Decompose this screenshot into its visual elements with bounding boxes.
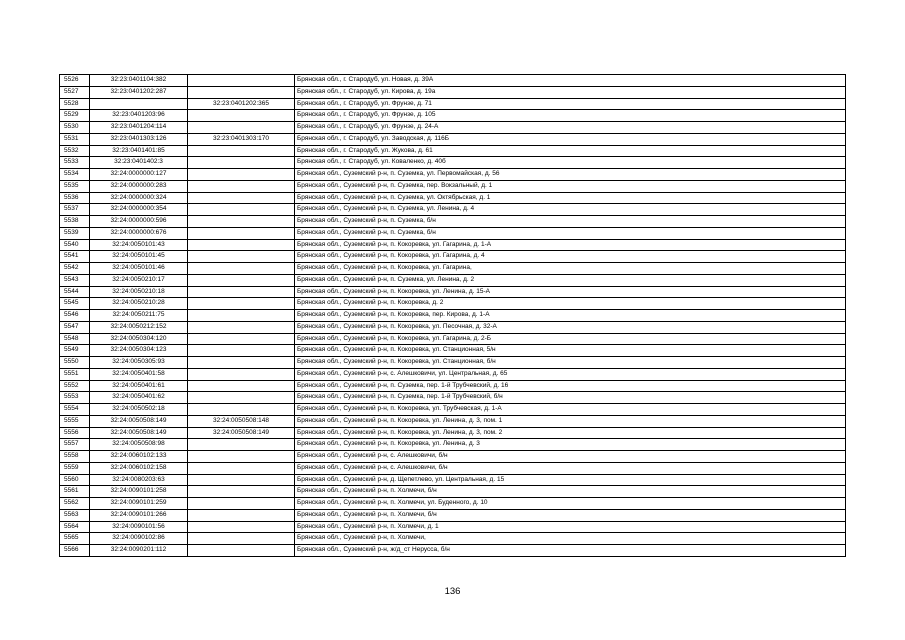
table-row (60, 86, 846, 98)
address-cell: Брянская обл., Суземский р-н, п. Суземка, ул. Октябрьская, д. 1 (295, 192, 846, 204)
address-cell: Брянская обл., Суземский р-н, п. Суземка, ул. Ленина, д. 4 (295, 204, 846, 216)
table-row (60, 509, 846, 521)
row-number-cell: 5553 (60, 392, 90, 404)
row-number-cell: 5534 (60, 169, 90, 181)
cadastral-number-cell: 32:24:0050508:149 (90, 415, 188, 427)
cadastral-number-cell: 32:24:0050401:58 (90, 368, 188, 380)
address-cell: Брянская обл., Суземский р-н, д. Щепетлево, ул. Центральная, д. 15 (295, 474, 846, 486)
related-cadastral-number-cell (188, 192, 295, 204)
related-cadastral-number-cell: 32:23:0401202:365 (188, 98, 295, 110)
related-cadastral-number-cell (188, 333, 295, 345)
address-cell: Брянская обл., Суземский р-н, п. Кокоревка, ул. Станционная, б/н (295, 357, 846, 369)
address-cell: Брянская обл., г. Стародуб, ул. Новая, д. 39А (295, 75, 846, 87)
row-number-cell: 5527 (60, 86, 90, 98)
address-cell: Брянская обл., Суземский р-н, п. Суземка, ул. Ленина, д. 2 (295, 274, 846, 286)
table-body (60, 75, 846, 557)
row-number-cell: 5530 (60, 122, 90, 134)
related-cadastral-number-cell (188, 298, 295, 310)
address-cell: Брянская обл., Суземский р-н, п. Суземка, б/н (295, 227, 846, 239)
related-cadastral-number-cell (188, 216, 295, 228)
table-row (60, 110, 846, 122)
table-row (60, 227, 846, 239)
related-cadastral-number-cell (188, 263, 295, 275)
table-row (60, 380, 846, 392)
table-row (60, 368, 846, 380)
table-row (60, 157, 846, 169)
table-row (60, 521, 846, 533)
cadastral-number-cell: 32:24:0050401:61 (90, 380, 188, 392)
row-number-cell: 5557 (60, 439, 90, 451)
cadastral-number-cell (90, 98, 188, 110)
row-number-cell: 5561 (60, 486, 90, 498)
table-row (60, 427, 846, 439)
row-number-cell: 5564 (60, 521, 90, 533)
cadastral-number-cell: 32:24:0050210:28 (90, 298, 188, 310)
table-row (60, 310, 846, 322)
row-number-cell: 5554 (60, 404, 90, 416)
cadastral-number-cell: 32:24:0000000:676 (90, 227, 188, 239)
address-cell: Брянская обл., Суземский р-н, п. Холмечи, б/н (295, 486, 846, 498)
row-number-cell: 5536 (60, 192, 90, 204)
row-number-cell: 5538 (60, 216, 90, 228)
address-cell: Брянская обл., г. Стародуб, ул. Фрунзе, д. 105 (295, 110, 846, 122)
related-cadastral-number-cell (188, 227, 295, 239)
row-number-cell: 5548 (60, 333, 90, 345)
related-cadastral-number-cell (188, 169, 295, 181)
table-row (60, 75, 846, 87)
address-cell: Брянская обл., Суземский р-н, п. Кокоревка, ул. Гагарина, д. 4 (295, 251, 846, 263)
row-number-cell: 5533 (60, 157, 90, 169)
cadastral-number-cell: 32:24:0050305:93 (90, 357, 188, 369)
address-cell: Брянская обл., Суземский р-н, с. Алешковичи, б/н (295, 462, 846, 474)
table-row (60, 439, 846, 451)
cadastral-number-cell: 32:24:0050304:120 (90, 333, 188, 345)
cadastral-number-cell: 32:24:0090101:266 (90, 509, 188, 521)
address-cell: Брянская обл., Суземский р-н, п. Кокоревка, ул. Ленина, д. 3, пом. 2 (295, 427, 846, 439)
related-cadastral-number-cell (188, 345, 295, 357)
row-number-cell: 5562 (60, 498, 90, 510)
table-row (60, 263, 846, 275)
table-row (60, 274, 846, 286)
row-number-cell: 5545 (60, 298, 90, 310)
row-number-cell: 5544 (60, 286, 90, 298)
related-cadastral-number-cell (188, 145, 295, 157)
cadastral-number-cell: 32:23:0401204:114 (90, 122, 188, 134)
address-cell: Брянская обл., г. Стародуб, ул. Заводская, д. 116Б (295, 133, 846, 145)
cadastral-number-cell: 32:24:0090101:258 (90, 486, 188, 498)
related-cadastral-number-cell (188, 357, 295, 369)
cadastral-number-cell: 32:24:0050101:45 (90, 251, 188, 263)
table-row (60, 298, 846, 310)
address-cell: Брянская обл., Суземский р-н, п. Суземка, пер. Вокзальный, д. 1 (295, 180, 846, 192)
table-row (60, 169, 846, 181)
table-row (60, 204, 846, 216)
related-cadastral-number-cell (188, 286, 295, 298)
related-cadastral-number-cell (188, 486, 295, 498)
address-cell: Брянская обл., Суземский р-н, п. Суземка, ул. Первомайская, д. 56 (295, 169, 846, 181)
related-cadastral-number-cell (188, 451, 295, 463)
related-cadastral-number-cell (188, 122, 295, 134)
row-number-cell: 5560 (60, 474, 90, 486)
table-row (60, 180, 846, 192)
cadastral-number-cell: 32:23:0401203:96 (90, 110, 188, 122)
related-cadastral-number-cell (188, 462, 295, 474)
table-row (60, 415, 846, 427)
related-cadastral-number-cell (188, 86, 295, 98)
cadastral-number-cell: 32:24:0060102:158 (90, 462, 188, 474)
address-cell: Брянская обл., Суземский р-н, с. Алешковичи, б/н (295, 451, 846, 463)
table-row (60, 333, 846, 345)
cadastral-number-cell: 32:24:0050502:18 (90, 404, 188, 416)
address-cell: Брянская обл., Суземский р-н, п. Кокоревка, ул. Песочная, д. 32-А (295, 321, 846, 333)
address-cell: Брянская обл., Суземский р-н, с. Алешковичи, ул. Центральная, д. 65 (295, 368, 846, 380)
row-number-cell: 5558 (60, 451, 90, 463)
cadastral-number-cell: 32:23:0401402:3 (90, 157, 188, 169)
cadastral-number-cell: 32:24:0090102:86 (90, 533, 188, 545)
row-number-cell: 5543 (60, 274, 90, 286)
address-cell: Брянская обл., г. Стародуб, ул. Фрунзе, д. 71 (295, 98, 846, 110)
cadastral-number-cell: 32:23:0401401:85 (90, 145, 188, 157)
cadastral-number-cell: 32:24:0050101:46 (90, 263, 188, 275)
address-cell: Брянская обл., Суземский р-н, п. Кокоревка, ул. Станционная, 5/н (295, 345, 846, 357)
cadastral-number-cell: 32:24:0050211:75 (90, 310, 188, 322)
related-cadastral-number-cell (188, 545, 295, 557)
cadastral-number-cell: 32:24:0080203:63 (90, 474, 188, 486)
row-number-cell: 5532 (60, 145, 90, 157)
cadastral-number-cell: 32:23:0401303:126 (90, 133, 188, 145)
address-cell: Брянская обл., г. Стародуб, ул. Фрунзе, д. 24-А (295, 122, 846, 134)
related-cadastral-number-cell (188, 521, 295, 533)
cadastral-number-cell: 32:23:0401202:287 (90, 86, 188, 98)
related-cadastral-number-cell (188, 368, 295, 380)
row-number-cell: 5528 (60, 98, 90, 110)
row-number-cell: 5542 (60, 263, 90, 275)
row-number-cell: 5537 (60, 204, 90, 216)
row-number-cell: 5552 (60, 380, 90, 392)
row-number-cell: 5546 (60, 310, 90, 322)
row-number-cell: 5539 (60, 227, 90, 239)
related-cadastral-number-cell (188, 251, 295, 263)
address-cell: Брянская обл., Суземский р-н, п. Суземка, пер. 1-й Трубчевский, б/н (295, 392, 846, 404)
cadastral-number-cell: 32:24:0000000:354 (90, 204, 188, 216)
table-row (60, 133, 846, 145)
cadastral-number-cell: 32:24:0090101:56 (90, 521, 188, 533)
cadastral-number-cell: 32:24:0050401:62 (90, 392, 188, 404)
cadastral-number-cell: 32:24:0050101:43 (90, 239, 188, 251)
cadastral-number-cell: 32:24:0090201:112 (90, 545, 188, 557)
related-cadastral-number-cell (188, 321, 295, 333)
address-cell: Брянская обл., Суземский р-н, п. Суземка, б/н (295, 216, 846, 228)
cadastral-number-cell: 32:24:0000000:324 (90, 192, 188, 204)
row-number-cell: 5551 (60, 368, 90, 380)
cadastral-number-cell: 32:23:0401104:382 (90, 75, 188, 87)
related-cadastral-number-cell (188, 180, 295, 192)
address-cell: Брянская обл., Суземский р-н, п. Холмечи, б/н (295, 509, 846, 521)
table-row (60, 498, 846, 510)
table-row (60, 486, 846, 498)
table-row (60, 216, 846, 228)
cadastral-number-cell: 32:24:0050304:123 (90, 345, 188, 357)
row-number-cell: 5555 (60, 415, 90, 427)
row-number-cell: 5535 (60, 180, 90, 192)
address-cell: Брянская обл., Суземский р-н, п. Кокоревка, ул. Ленина, д. 3, пом. 1 (295, 415, 846, 427)
table-row (60, 345, 846, 357)
related-cadastral-number-cell (188, 439, 295, 451)
cadastral-number-cell: 32:24:0000000:596 (90, 216, 188, 228)
row-number-cell: 5526 (60, 75, 90, 87)
table-row (60, 474, 846, 486)
table-row (60, 392, 846, 404)
table-row (60, 239, 846, 251)
address-cell: Брянская обл., Суземский р-н, п. Кокоревка, ул. Гагарина, д. 1-А (295, 239, 846, 251)
address-cell: Брянская обл., Суземский р-н, п. Кокоревка, пер. Кирова, д. 1-А (295, 310, 846, 322)
table-row (60, 145, 846, 157)
address-cell: Брянская обл., Суземский р-н, п. Кокоревка, ул. Гагарина, (295, 263, 846, 275)
table-row (60, 533, 846, 545)
row-number-cell: 5550 (60, 357, 90, 369)
table-row (60, 122, 846, 134)
row-number-cell: 5566 (60, 545, 90, 557)
table-row (60, 286, 846, 298)
row-number-cell: 5540 (60, 239, 90, 251)
related-cadastral-number-cell (188, 474, 295, 486)
address-cell: Брянская обл., г. Стародуб, ул. Жукова, д. 61 (295, 145, 846, 157)
address-cell: Брянская обл., Суземский р-н, п. Суземка, пер. 1-й Трубчевский, д. 16 (295, 380, 846, 392)
address-cell: Брянская обл., Суземский р-н, п. Кокоревка, д. 2 (295, 298, 846, 310)
cadastral-number-cell: 32:24:0060102:133 (90, 451, 188, 463)
address-cell: Брянская обл., Суземский р-н, п. Холмечи, ул. Буденного, д. 10 (295, 498, 846, 510)
row-number-cell: 5531 (60, 133, 90, 145)
table-row (60, 192, 846, 204)
address-cell: Брянская обл., Суземский р-н, ж/д_ст Нерусса, б/н (295, 545, 846, 557)
related-cadastral-number-cell (188, 392, 295, 404)
cadastral-number-cell: 32:24:0050212:152 (90, 321, 188, 333)
table-row (60, 357, 846, 369)
related-cadastral-number-cell (188, 157, 295, 169)
table-row (60, 404, 846, 416)
related-cadastral-number-cell (188, 404, 295, 416)
cadastral-number-cell: 32:24:0050210:18 (90, 286, 188, 298)
row-number-cell: 5556 (60, 427, 90, 439)
related-cadastral-number-cell: 32:24:0050508:148 (188, 415, 295, 427)
table-row (60, 545, 846, 557)
address-cell: Брянская обл., Суземский р-н, п. Холмечи, (295, 533, 846, 545)
table-row (60, 98, 846, 110)
table-row (60, 462, 846, 474)
related-cadastral-number-cell: 32:24:0050508:149 (188, 427, 295, 439)
page-number: 136 (444, 586, 461, 597)
table-row (60, 451, 846, 463)
related-cadastral-number-cell (188, 380, 295, 392)
address-cell: Брянская обл., Суземский р-н, п. Кокоревка, ул. Ленина, д. 3 (295, 439, 846, 451)
related-cadastral-number-cell (188, 239, 295, 251)
address-cell: Брянская обл., Суземский р-н, п. Кокоревка, ул. Ленина, д. 15-А (295, 286, 846, 298)
address-cell: Брянская обл., Суземский р-н, п. Кокоревка, ул. Трубчевская, д. 1-А (295, 404, 846, 416)
related-cadastral-number-cell: 32:23:0401303:170 (188, 133, 295, 145)
cadastral-number-cell: 32:24:0000000:127 (90, 169, 188, 181)
related-cadastral-number-cell (188, 310, 295, 322)
related-cadastral-number-cell (188, 509, 295, 521)
cadastral-number-cell: 32:24:0050508:149 (90, 427, 188, 439)
related-cadastral-number-cell (188, 274, 295, 286)
cadastral-number-cell: 32:24:0000000:283 (90, 180, 188, 192)
related-cadastral-number-cell (188, 498, 295, 510)
address-cell: Брянская обл., Суземский р-н, п. Холмечи, д. 1 (295, 521, 846, 533)
cadastral-number-cell: 32:24:0050508:98 (90, 439, 188, 451)
related-cadastral-number-cell (188, 533, 295, 545)
row-number-cell: 5559 (60, 462, 90, 474)
related-cadastral-number-cell (188, 204, 295, 216)
row-number-cell: 5563 (60, 509, 90, 521)
address-cell: Брянская обл., Суземский р-н, п. Кокоревка, ул. Гагарина, д. 2-Б (295, 333, 846, 345)
address-cell: Брянская обл., г. Стародуб, ул. Коваленко, д. 40б (295, 157, 846, 169)
table-row (60, 321, 846, 333)
row-number-cell: 5565 (60, 533, 90, 545)
cadastral-number-cell: 32:24:0090101:259 (90, 498, 188, 510)
row-number-cell: 5529 (60, 110, 90, 122)
cadastral-number-cell: 32:24:0050210:17 (90, 274, 188, 286)
row-number-cell: 5541 (60, 251, 90, 263)
row-number-cell: 5549 (60, 345, 90, 357)
row-number-cell: 5547 (60, 321, 90, 333)
table-row (60, 251, 846, 263)
related-cadastral-number-cell (188, 110, 295, 122)
property-registry-table (59, 74, 846, 557)
address-cell: Брянская обл., г. Стародуб, ул. Кирова, д. 19а (295, 86, 846, 98)
related-cadastral-number-cell (188, 75, 295, 87)
